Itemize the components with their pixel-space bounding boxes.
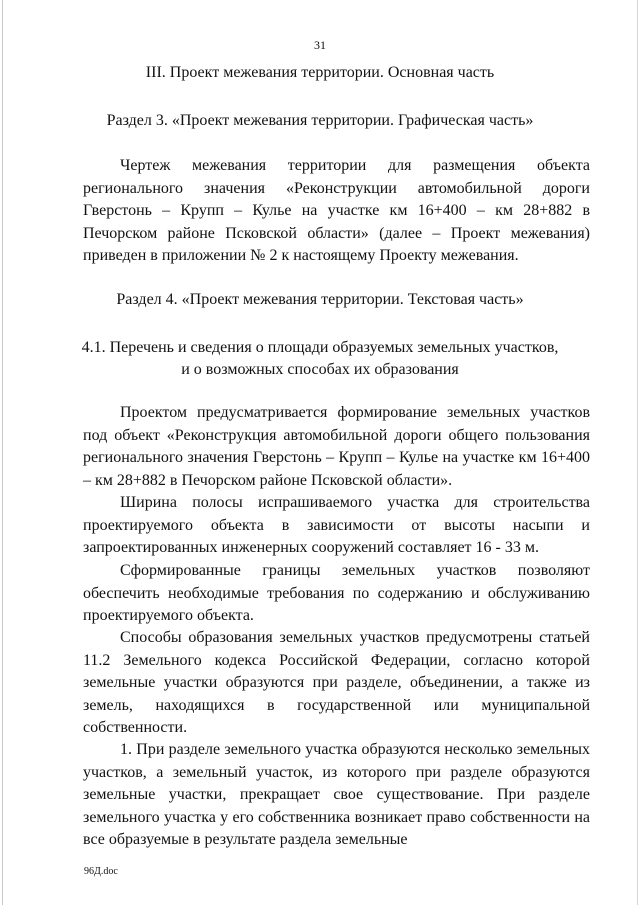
item-1-paragraph: 1. При разделе земельного участка образуются несколько земельных участков, а земельный участок, из которого при разделе образуются земельные участки, прекращает свое существование. При разделе земельного участка у его собственника возникает право собственности на все образуемые в результате раздела земельные xyxy=(83,741,590,848)
subsection-4-1-heading xyxy=(0,337,640,381)
subsection-4-1-heading-line1: 4.1. Перечень и сведения о площади образуемых земельных участков, xyxy=(81,339,559,356)
width-paragraph: Ширина полосы испрашиваемого участка для строительства проектируемого объекта в зависимости от высоты насыпи и запроектированных инженерных сооружений составляет 16 - 33 м. xyxy=(83,494,590,556)
project-paragraph: Проектом предусматривается формирование земельных участков под объект «Реконструкция автомобильной дороги общего пользования регионального значения Гверстонь – Крупп – Кулье на участке км 16+400 – км 28+882 в Печорском районе Псковской области». xyxy=(83,404,590,489)
page-number: 31 xyxy=(314,38,326,52)
section-4-heading: Раздел 4. «Проект межевания территории. Текстовая часть» xyxy=(116,291,524,308)
page-edge-left xyxy=(2,0,3,905)
footer-filename: 96Д.doc xyxy=(84,866,118,877)
borders-paragraph: Сформированные границы земельных участков позволяют обеспечить необходимые требования по содержанию и обслуживанию проектируемого объекта. xyxy=(83,562,590,624)
drawing-paragraph: Чертеж межевания территории для размещения объекта регионального значения «Реконструкции автомобильной дороги Гверстонь – Крупп – Кулье на участке км 16+400 – км 28+882 в Печорском районе Псковской области» (далее – Проект межевания) приведен в приложении № 2 к настоящему Проекту межевания. xyxy=(83,157,590,264)
subsection-4-1-heading-line2: и о возможных способах их образования xyxy=(181,361,459,378)
part-heading: III. Проект межевания территории. Основная часть xyxy=(145,64,495,81)
page-edge-right xyxy=(637,0,638,905)
section-3-heading: Раздел 3. «Проект межевания территории. Графическая часть» xyxy=(106,112,534,129)
methods-paragraph: Способы образования земельных участков предусмотрены статьей 11.2 Земельного кодекса Российской Федерации, согласно которой земельные участки образуются при разделе, объединении, а также из земель, находящихся в государственной или муниципальной собственности. xyxy=(83,629,590,736)
